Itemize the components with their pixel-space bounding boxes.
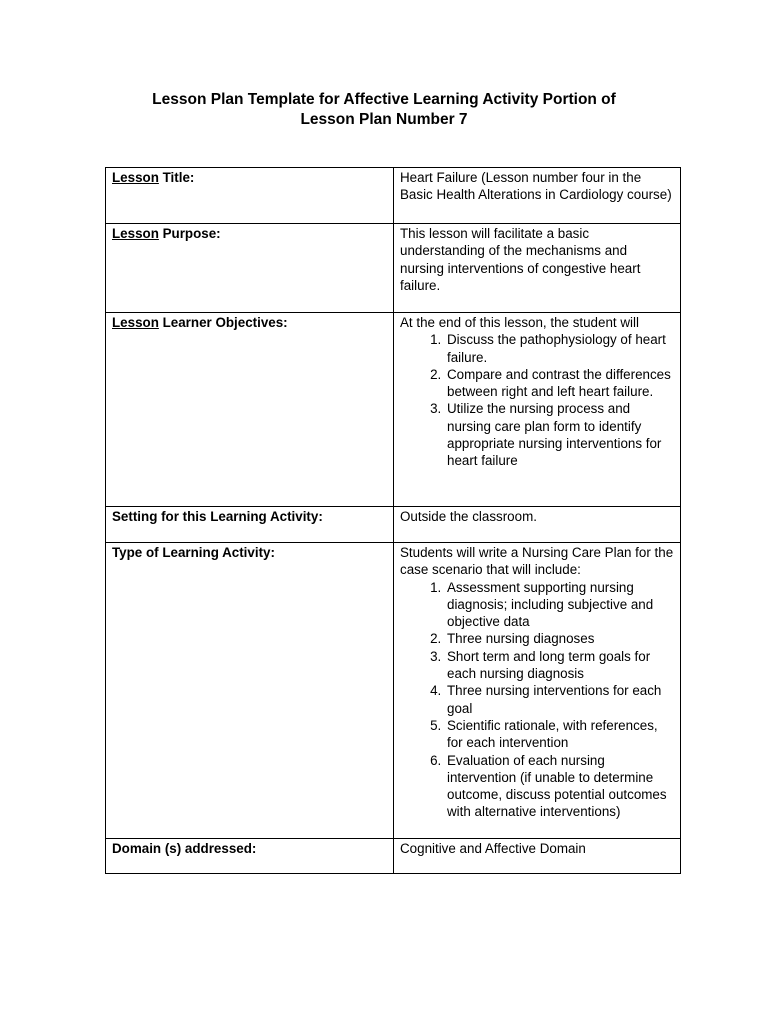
learner-objectives-intro: At the end of this lesson, the student will xyxy=(400,315,639,330)
list-item: 2. Compare and contrast the differences between right and left heart failure. xyxy=(445,366,674,401)
table-row-setting xyxy=(106,507,681,543)
learner-objectives-list xyxy=(400,331,674,469)
learner-objectives-label xyxy=(106,313,394,507)
lesson-title-value: Heart Failure (Lesson number four in the Basic Health Alterations in Cardiology course) xyxy=(394,168,681,224)
list-item: 3. Short term and long term goals for each nursing diagnosis xyxy=(445,648,674,683)
table-row-learner-objectives xyxy=(106,313,681,507)
title-line-2: Lesson Plan Number 7 xyxy=(300,111,468,128)
lesson-title-label xyxy=(106,168,394,224)
lesson-purpose-label-prefix: Lesson xyxy=(112,226,159,241)
domain-label: Domain (s) addressed: xyxy=(106,839,394,874)
list-item: 5. Scientific rationale, with references, for each intervention xyxy=(445,717,674,752)
table-row-activity-type xyxy=(106,543,681,839)
learner-objectives-value xyxy=(394,313,681,507)
activity-type-intro: Students will write a Nursing Care Plan for the case scenario that will include: xyxy=(400,545,674,578)
table-row-domain xyxy=(106,839,681,874)
list-item: 6. Evaluation of each nursing intervention (if unable to determine outcome, discuss potential outcomes with alternative interventions) xyxy=(445,752,674,821)
lesson-purpose-label xyxy=(106,224,394,313)
list-item: 3. Utilize the nursing process and nursing care plan form to identify appropriate nursing interventions for heart failure xyxy=(445,400,674,469)
list-item: 2. Three nursing diagnoses xyxy=(445,630,674,647)
domain-value: Cognitive and Affective Domain xyxy=(394,839,681,874)
title-line-1: Lesson Plan Template for Affective Learning Activity Portion of xyxy=(152,91,616,108)
lesson-title-label-rest: Title: xyxy=(158,170,195,185)
list-item: 4. Three nursing interventions for each goal xyxy=(445,682,674,717)
list-item: 1. Assessment supporting nursing diagnosis; including subjective and objective data xyxy=(445,579,674,631)
lesson-title-label-prefix: Lesson xyxy=(112,170,159,185)
setting-label: Setting for this Learning Activity: xyxy=(106,507,394,543)
learner-objectives-label-prefix: Lesson xyxy=(112,315,159,330)
list-item: 1. Discuss the pathophysiology of heart failure. xyxy=(445,331,674,366)
learner-objectives-label-rest: Learner Objectives: xyxy=(158,315,288,330)
table-row-lesson-purpose xyxy=(106,224,681,313)
setting-value: Outside the classroom. xyxy=(394,507,681,543)
activity-type-label: Type of Learning Activity: xyxy=(106,543,394,839)
lesson-purpose-value: This lesson will facilitate a basic understanding of the mechanisms and nursing interventions of congestive heart failure. xyxy=(394,224,681,313)
lesson-purpose-label-rest: Purpose: xyxy=(158,226,221,241)
activity-type-value xyxy=(394,543,681,839)
activity-type-list xyxy=(400,579,674,821)
table-row-lesson-title xyxy=(106,168,681,224)
document-title xyxy=(60,90,708,130)
lesson-plan-table xyxy=(105,167,681,874)
